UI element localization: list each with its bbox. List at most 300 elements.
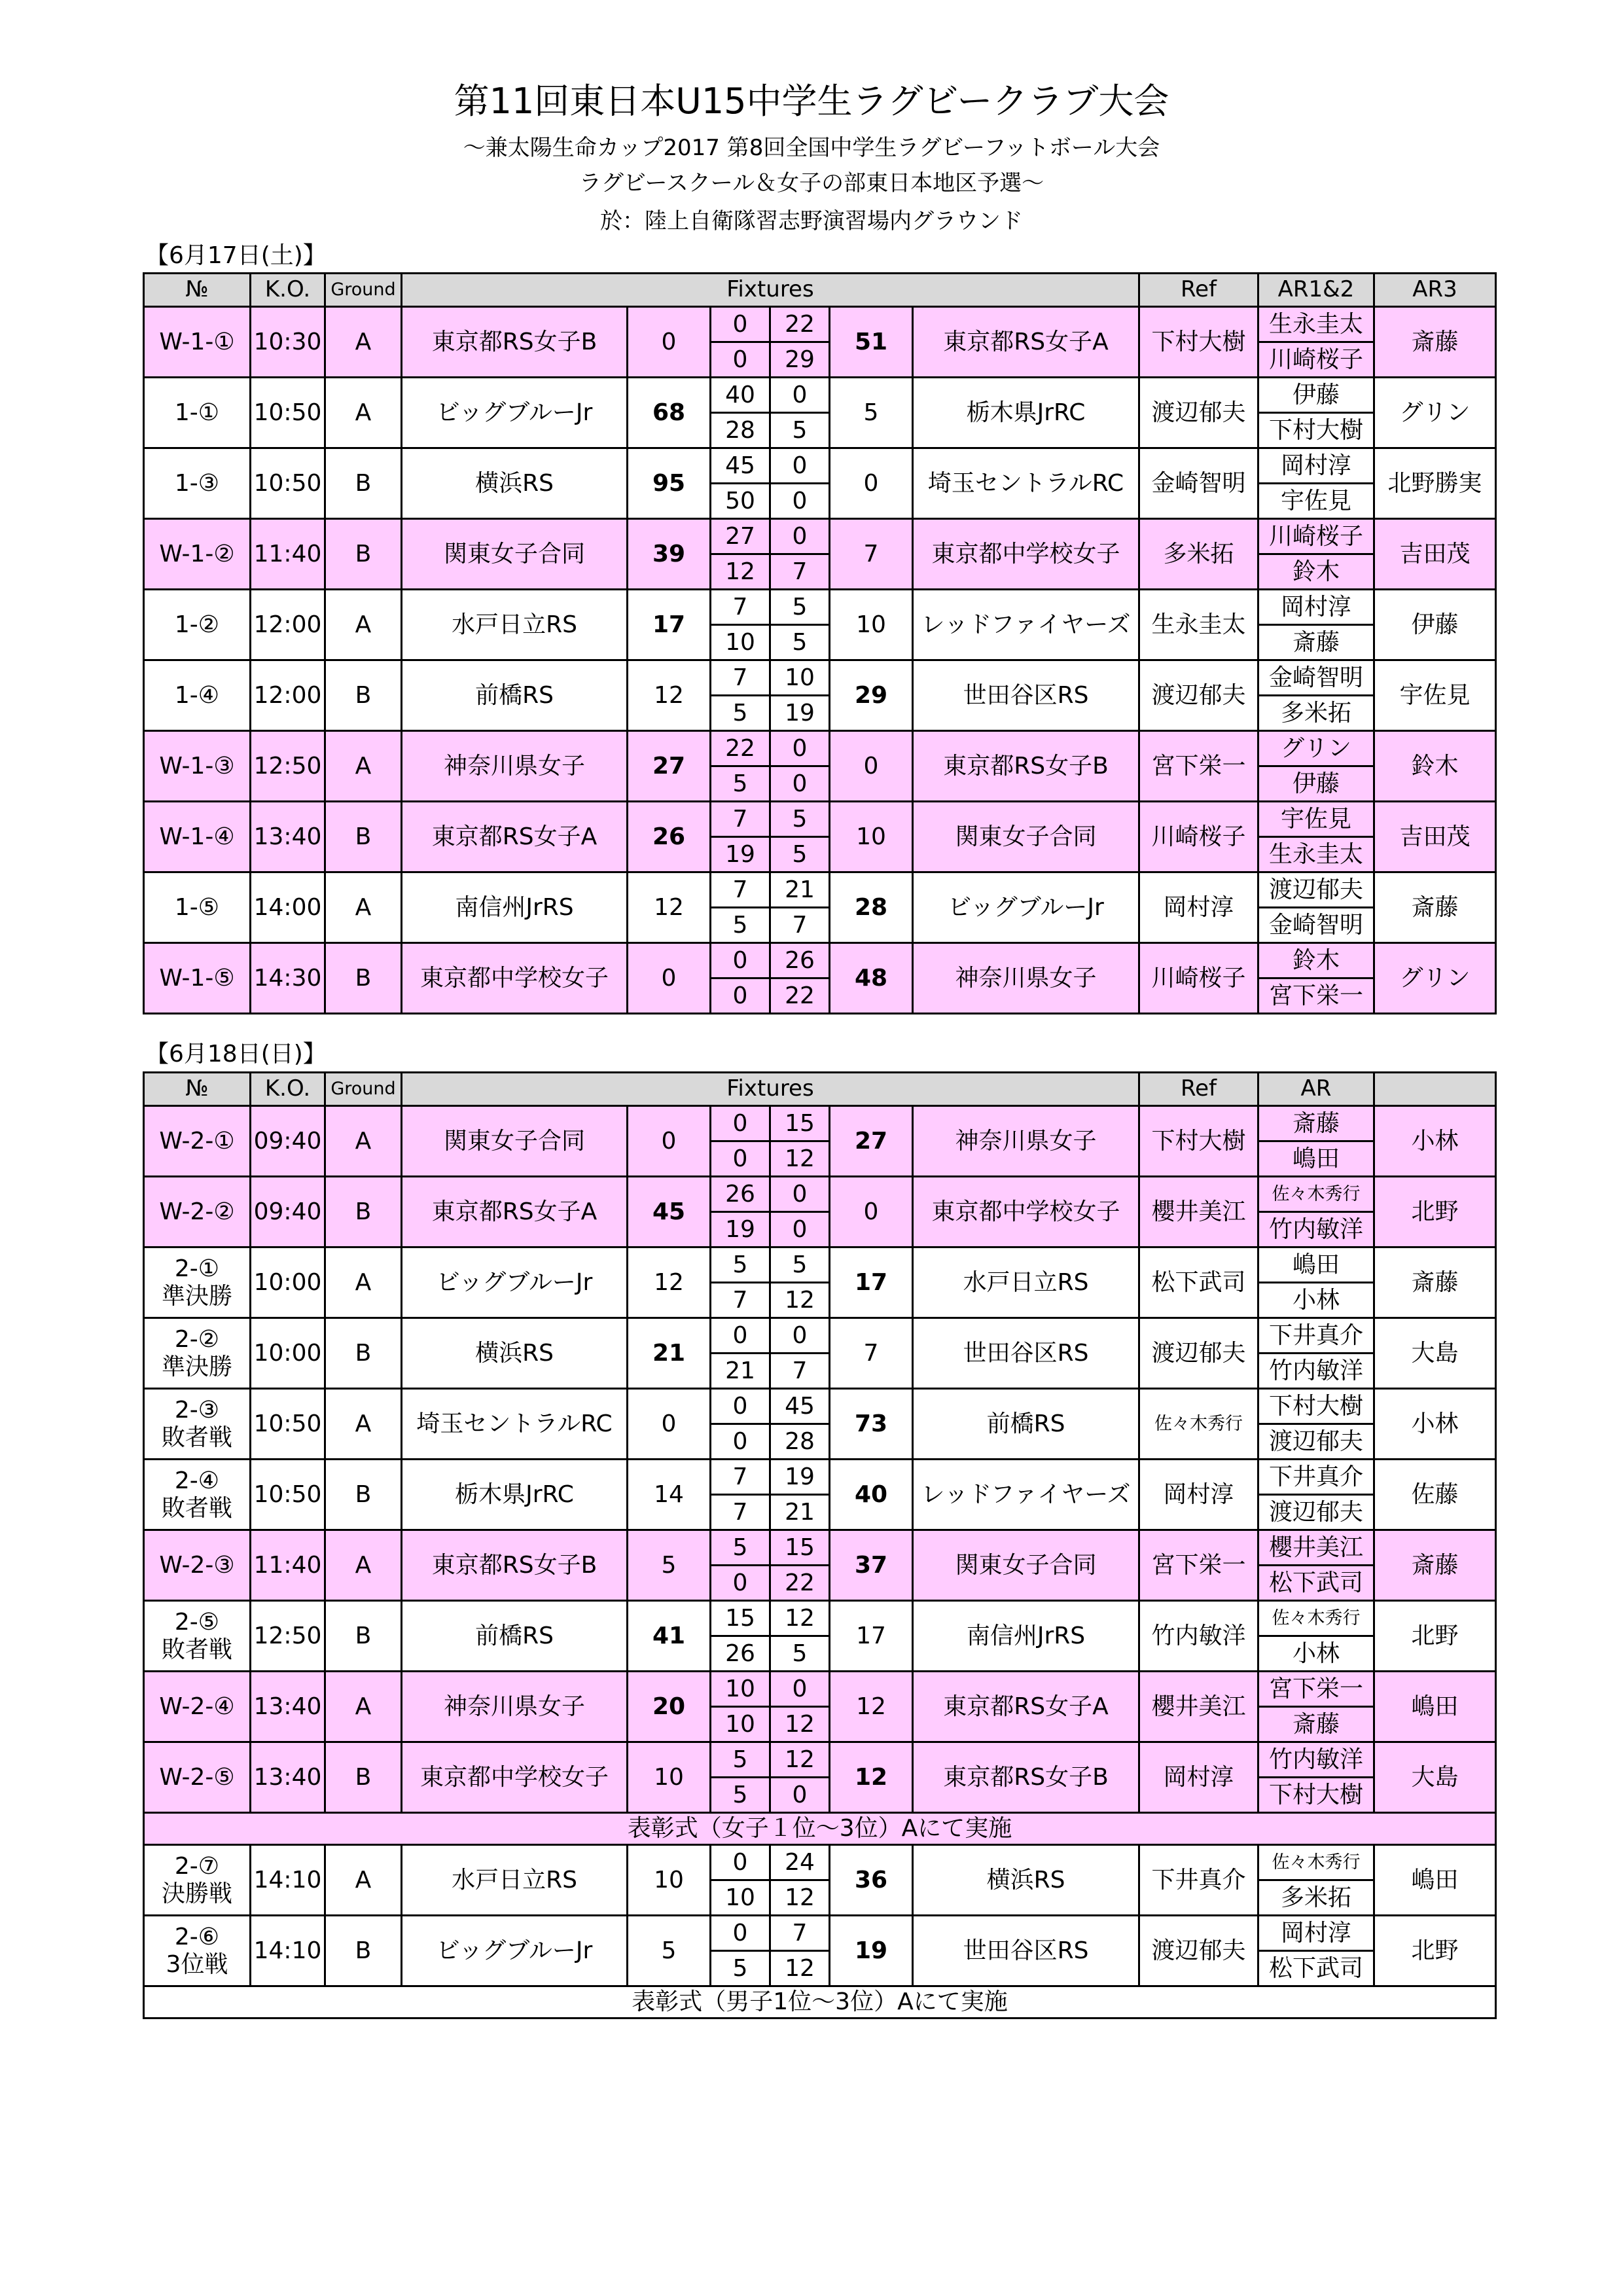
away-half1: 0 [770,1672,830,1707]
assistant-referee-3: 佐藤 [1374,1460,1496,1530]
away-half1: 15 [770,1106,830,1141]
match-row [144,1247,1496,1283]
away-half2: 0 [770,1778,830,1813]
ground: A [325,307,402,378]
away-half1: 5 [770,1247,830,1283]
assistant-referee-2: 松下武司 [1258,1951,1374,1986]
kickoff-time: 11:40 [251,1530,325,1601]
home-score: 20 [628,1672,711,1742]
kickoff-time: 10:50 [251,1389,325,1460]
home-score: 12 [628,1247,711,1318]
ground: B [325,1916,402,1986]
away-score: 12 [830,1672,913,1742]
header-no: № [144,1073,251,1106]
home-score: 0 [628,1389,711,1460]
kickoff-time: 10:00 [251,1318,325,1389]
home-team: 東京都中学校女子 [402,1742,628,1813]
away-half2: 12 [770,1951,830,1986]
home-team: 水戸日立RS [402,1845,628,1916]
header-fixtures: Fixtures [402,1073,1139,1106]
home-score: 68 [628,378,711,448]
home-half2: 50 [711,484,770,519]
ceremony-note: 表彰式（女子１位～3位）Aにて実施 [144,1813,1496,1845]
ground: A [325,1389,402,1460]
away-half2: 22 [770,1566,830,1601]
assistant-referee-1: 櫻井美江 [1258,1530,1374,1566]
header-ref: Ref [1139,274,1258,307]
assistant-referee-2: 小林 [1258,1636,1374,1672]
home-score: 0 [628,1106,711,1177]
home-half2: 7 [711,1283,770,1318]
away-score: 0 [830,1177,913,1247]
ceremony-note-row [144,1986,1496,2018]
home-half1: 10 [711,1672,770,1707]
away-half2: 12 [770,1141,830,1177]
kickoff-time: 09:40 [251,1177,325,1247]
assistant-referee-3: 吉田茂 [1374,802,1496,872]
away-team: 世田谷区RS [913,1318,1139,1389]
home-team: 南信州JrRS [402,872,628,943]
away-half2: 21 [770,1495,830,1530]
referee: 多米拓 [1139,519,1258,590]
away-score: 17 [830,1601,913,1672]
home-score: 12 [628,660,711,731]
kickoff-time: 10:50 [251,448,325,519]
away-half2: 5 [770,837,830,872]
home-score: 5 [628,1530,711,1601]
home-score: 10 [628,1742,711,1813]
assistant-referee-2: 多米拓 [1258,696,1374,731]
match-number-code: 2-⑥ [174,1924,220,1951]
home-half1: 5 [711,1742,770,1778]
away-half1: 0 [770,448,830,484]
assistant-referee-1: 宇佐見 [1258,802,1374,837]
referee: 川崎桜子 [1139,802,1258,872]
match-number: W-2-⑤ [144,1742,251,1813]
kickoff-time: 11:40 [251,519,325,590]
day1-fixtures-table [143,272,1497,1014]
referee: 松下武司 [1139,1247,1258,1318]
assistant-referee-2: 小林 [1258,1283,1374,1318]
away-team: 埼玉セントラルRC [913,448,1139,519]
referee: 金崎智明 [1139,448,1258,519]
away-half1: 10 [770,660,830,696]
assistant-referee-2: 宮下栄一 [1258,978,1374,1014]
home-score: 41 [628,1601,711,1672]
away-half1: 12 [770,1742,830,1778]
assistant-referee-2: 宇佐見 [1258,484,1374,519]
home-team: 関東女子合同 [402,519,628,590]
referee: 岡村淳 [1139,1460,1258,1530]
match-number-code: 2-② [174,1326,220,1354]
ground: A [325,1530,402,1601]
header-ar3 [1374,1073,1496,1106]
assistant-referee-1: 川崎桜子 [1258,519,1374,554]
away-team: 東京都RS女子B [913,1742,1139,1813]
home-half1: 40 [711,378,770,413]
ground: B [325,519,402,590]
match-round: 準決勝 [161,1353,232,1380]
kickoff-time: 14:00 [251,872,325,943]
home-half2: 28 [711,413,770,448]
away-half1: 0 [770,1177,830,1212]
match-round: 敗者戦 [161,1636,232,1663]
assistant-referee-1: グリン [1258,731,1374,766]
away-half2: 12 [770,1283,830,1318]
assistant-referee-1: 嶋田 [1258,1247,1374,1283]
referee: 岡村淳 [1139,1742,1258,1813]
ground: B [325,660,402,731]
assistant-referee-2: 金崎智明 [1258,908,1374,943]
referee: 下井真介 [1139,1845,1258,1916]
away-score: 27 [830,1106,913,1177]
away-half1: 22 [770,307,830,342]
header-ko: K.O. [251,274,325,307]
away-score: 12 [830,1742,913,1813]
match-number: 1-③ [144,448,251,519]
home-half2: 10 [711,625,770,660]
kickoff-time: 12:00 [251,590,325,660]
assistant-referee-3: 北野 [1374,1916,1496,1986]
home-half2: 0 [711,1141,770,1177]
away-half1: 12 [770,1601,830,1636]
assistant-referee-3: 吉田茂 [1374,519,1496,590]
kickoff-time: 12:50 [251,1601,325,1672]
home-half1: 5 [711,1530,770,1566]
away-score: 73 [830,1389,913,1460]
home-half2: 0 [711,978,770,1014]
home-score: 12 [628,872,711,943]
home-team: 東京都中学校女子 [402,943,628,1014]
home-half1: 7 [711,590,770,625]
match-row [144,802,1496,837]
ground: A [325,378,402,448]
away-half2: 0 [770,1212,830,1247]
match-row [144,1460,1496,1495]
away-team: ビッグブルーJr [913,872,1139,943]
subtitle-line-2: ラグビースクール＆女子の部東日本地区予選～ [579,170,1044,196]
header-ar3: AR3 [1374,274,1496,307]
home-score: 45 [628,1177,711,1247]
assistant-referee-3: 鈴木 [1374,731,1496,802]
home-team: 横浜RS [402,1318,628,1389]
assistant-referee-3: 斎藤 [1374,872,1496,943]
header-no: № [144,274,251,307]
home-team: 前橋RS [402,660,628,731]
table-header [144,1073,1496,1106]
home-team: ビッグブルーJr [402,1247,628,1318]
match-number: W-1-③ [144,731,251,802]
away-score: 7 [830,519,913,590]
match-number [144,1247,251,1318]
match-row [144,1530,1496,1566]
match-number-code: 2-③ [174,1397,220,1424]
referee: 宮下栄一 [1139,731,1258,802]
home-half2: 19 [711,1212,770,1247]
home-half2: 10 [711,1707,770,1742]
home-half1: 7 [711,1460,770,1495]
away-team: 東京都中学校女子 [913,519,1139,590]
ceremony-note: 表彰式（男子1位～3位）Aにて実施 [144,1986,1496,2018]
away-half1: 7 [770,1916,830,1951]
away-team: 世田谷区RS [913,660,1139,731]
match-number-code: 2-⑤ [174,1609,220,1636]
assistant-referee-2: 渡辺郁夫 [1258,1424,1374,1460]
assistant-referee-2: 斎藤 [1258,625,1374,660]
kickoff-time: 14:10 [251,1845,325,1916]
home-score: 17 [628,590,711,660]
home-score: 0 [628,307,711,378]
ground: A [325,872,402,943]
home-team: 埼玉セントラルRC [402,1389,628,1460]
ground: B [325,448,402,519]
ground: B [325,1742,402,1813]
home-half2: 0 [711,1566,770,1601]
assistant-referee-1: 金崎智明 [1258,660,1374,696]
referee: 佐々木秀行 [1139,1389,1258,1460]
home-half1: 0 [711,307,770,342]
match-row [144,519,1496,554]
assistant-referee-2: 下村大樹 [1258,1778,1374,1813]
away-half1: 24 [770,1845,830,1880]
ground: B [325,802,402,872]
assistant-referee-3: 北野 [1374,1601,1496,1672]
away-team: レッドファイヤーズ [913,590,1139,660]
assistant-referee-2: 竹内敏洋 [1258,1212,1374,1247]
match-number: 1-④ [144,660,251,731]
header-ref: Ref [1139,1073,1258,1106]
assistant-referee-1: 斎藤 [1258,1106,1374,1141]
home-team: ビッグブルーJr [402,378,628,448]
home-half1: 45 [711,448,770,484]
kickoff-time: 13:40 [251,1742,325,1813]
match-round: 敗者戦 [161,1494,232,1522]
away-team: 神奈川県女子 [913,943,1139,1014]
home-half2: 5 [711,696,770,731]
ground: A [325,1247,402,1318]
home-score: 95 [628,448,711,519]
match-row [144,731,1496,766]
home-half1: 0 [711,1318,770,1354]
home-half2: 10 [711,1880,770,1916]
away-half1: 21 [770,872,830,908]
referee: 渡辺郁夫 [1139,660,1258,731]
assistant-referee-3: グリン [1374,378,1496,448]
kickoff-time: 09:40 [251,1106,325,1177]
match-row [144,660,1496,696]
home-half2: 26 [711,1636,770,1672]
referee: 宮下栄一 [1139,1530,1258,1601]
referee: 生永圭太 [1139,590,1258,660]
match-number: W-1-① [144,307,251,378]
home-score: 14 [628,1460,711,1530]
match-number-code: 2-④ [174,1467,220,1495]
match-number [144,1916,251,1986]
home-score: 5 [628,1916,711,1986]
home-half1: 26 [711,1177,770,1212]
header-ground: Ground [325,1073,402,1106]
assistant-referee-2: 伊藤 [1258,766,1374,802]
home-team: 神奈川県女子 [402,731,628,802]
away-half2: 0 [770,484,830,519]
ground: A [325,731,402,802]
assistant-referee-1: 岡村淳 [1258,1916,1374,1951]
kickoff-time: 10:50 [251,378,325,448]
ground: B [325,1177,402,1247]
match-number: 1-② [144,590,251,660]
away-half1: 5 [770,802,830,837]
assistant-referee-3: 嶋田 [1374,1845,1496,1916]
home-score: 39 [628,519,711,590]
match-number [144,1601,251,1672]
away-score: 28 [830,872,913,943]
home-half2: 7 [711,1495,770,1530]
match-round: 決勝戦 [161,1880,232,1907]
home-half2: 0 [711,1424,770,1460]
away-team: 前橋RS [913,1389,1139,1460]
home-half2: 5 [711,766,770,802]
kickoff-time: 13:40 [251,1672,325,1742]
match-row [144,1389,1496,1424]
away-half1: 5 [770,590,830,625]
home-half2: 19 [711,837,770,872]
away-half1: 19 [770,1460,830,1495]
away-score: 10 [830,590,913,660]
assistant-referee-1: 下井真介 [1258,1460,1374,1495]
referee: 櫻井美江 [1139,1177,1258,1247]
away-half2: 7 [770,554,830,590]
assistant-referee-1: 岡村淳 [1258,448,1374,484]
assistant-referee-1: 岡村淳 [1258,590,1374,625]
away-half2: 12 [770,1880,830,1916]
away-score: 0 [830,448,913,519]
match-row [144,378,1496,413]
header-ko: K.O. [251,1073,325,1106]
home-team: 栃木県JrRC [402,1460,628,1530]
home-team: 東京都RS女子A [402,802,628,872]
home-half1: 7 [711,872,770,908]
assistant-referee-1: 宮下栄一 [1258,1672,1374,1707]
home-half1: 15 [711,1601,770,1636]
away-half1: 0 [770,1318,830,1354]
assistant-referee-3: 嶋田 [1374,1672,1496,1742]
day2-date: 【6月18日(日)】 [145,1041,327,1067]
away-score: 48 [830,943,913,1014]
match-number: W-2-④ [144,1672,251,1742]
assistant-referee-3: 小林 [1374,1106,1496,1177]
home-score: 27 [628,731,711,802]
match-number: W-2-③ [144,1530,251,1601]
home-half1: 0 [711,1916,770,1951]
assistant-referee-1: 伊藤 [1258,378,1374,413]
assistant-referee-3: 北野勝実 [1374,448,1496,519]
referee: 櫻井美江 [1139,1672,1258,1742]
kickoff-time: 12:00 [251,660,325,731]
home-score: 0 [628,943,711,1014]
away-half2: 7 [770,1354,830,1389]
away-score: 10 [830,802,913,872]
away-team: 横浜RS [913,1845,1139,1916]
away-team: 東京都中学校女子 [913,1177,1139,1247]
away-half2: 22 [770,978,830,1014]
home-half1: 0 [711,943,770,978]
assistant-referee-3: 伊藤 [1374,590,1496,660]
ceremony-note-row [144,1813,1496,1845]
away-score: 37 [830,1530,913,1601]
assistant-referee-2: 川崎桜子 [1258,342,1374,378]
assistant-referee-2: 生永圭太 [1258,837,1374,872]
match-row [144,1601,1496,1636]
match-row [144,872,1496,908]
away-half1: 0 [770,519,830,554]
match-row [144,307,1496,342]
match-number [144,1845,251,1916]
away-team: 東京都RS女子B [913,731,1139,802]
match-row [144,1177,1496,1212]
assistant-referee-1: 渡辺郁夫 [1258,872,1374,908]
away-half1: 15 [770,1530,830,1566]
match-row [144,1318,1496,1354]
assistant-referee-3: 小林 [1374,1389,1496,1460]
assistant-referee-3: 斎藤 [1374,1530,1496,1601]
ground: A [325,590,402,660]
away-team: 栃木県JrRC [913,378,1139,448]
home-team: 神奈川県女子 [402,1672,628,1742]
match-round: 敗者戦 [161,1424,232,1451]
table-header [144,274,1496,307]
home-half1: 5 [711,1247,770,1283]
subtitle-line-1: ～兼太陽生命カップ2017 第8回全国中学生ラグビーフットボール大会 [463,135,1160,161]
away-half2: 5 [770,625,830,660]
ground: A [325,1106,402,1177]
away-half2: 0 [770,766,830,802]
assistant-referee-3: 大島 [1374,1742,1496,1813]
home-score: 10 [628,1845,711,1916]
assistant-referee-2: 嶋田 [1258,1141,1374,1177]
home-score: 21 [628,1318,711,1389]
home-half1: 0 [711,1845,770,1880]
kickoff-time: 10:50 [251,1460,325,1530]
match-number: W-1-④ [144,802,251,872]
home-score: 26 [628,802,711,872]
assistant-referee-2: 下村大樹 [1258,413,1374,448]
ground: A [325,1845,402,1916]
away-half2: 29 [770,342,830,378]
away-half2: 28 [770,1424,830,1460]
home-half1: 7 [711,802,770,837]
match-row [144,1672,1496,1707]
match-row [144,590,1496,625]
assistant-referee-1: 鈴木 [1258,943,1374,978]
subtitle-line-3: 於：陸上自衛隊習志野演習場内グラウンド [600,208,1023,234]
away-half1: 45 [770,1389,830,1424]
away-team: 世田谷区RS [913,1916,1139,1986]
match-number-code: 2-① [174,1255,220,1283]
away-score: 7 [830,1318,913,1389]
home-half1: 27 [711,519,770,554]
header-fixtures: Fixtures [402,274,1139,307]
kickoff-time: 10:30 [251,307,325,378]
assistant-referee-1: 佐々木秀行 [1258,1177,1374,1212]
assistant-referee-2: 斎藤 [1258,1707,1374,1742]
kickoff-time: 14:10 [251,1916,325,1986]
match-number: W-1-⑤ [144,943,251,1014]
referee: 岡村淳 [1139,872,1258,943]
away-score: 17 [830,1247,913,1318]
away-score: 19 [830,1916,913,1986]
home-half2: 5 [711,1951,770,1986]
match-number [144,1318,251,1389]
